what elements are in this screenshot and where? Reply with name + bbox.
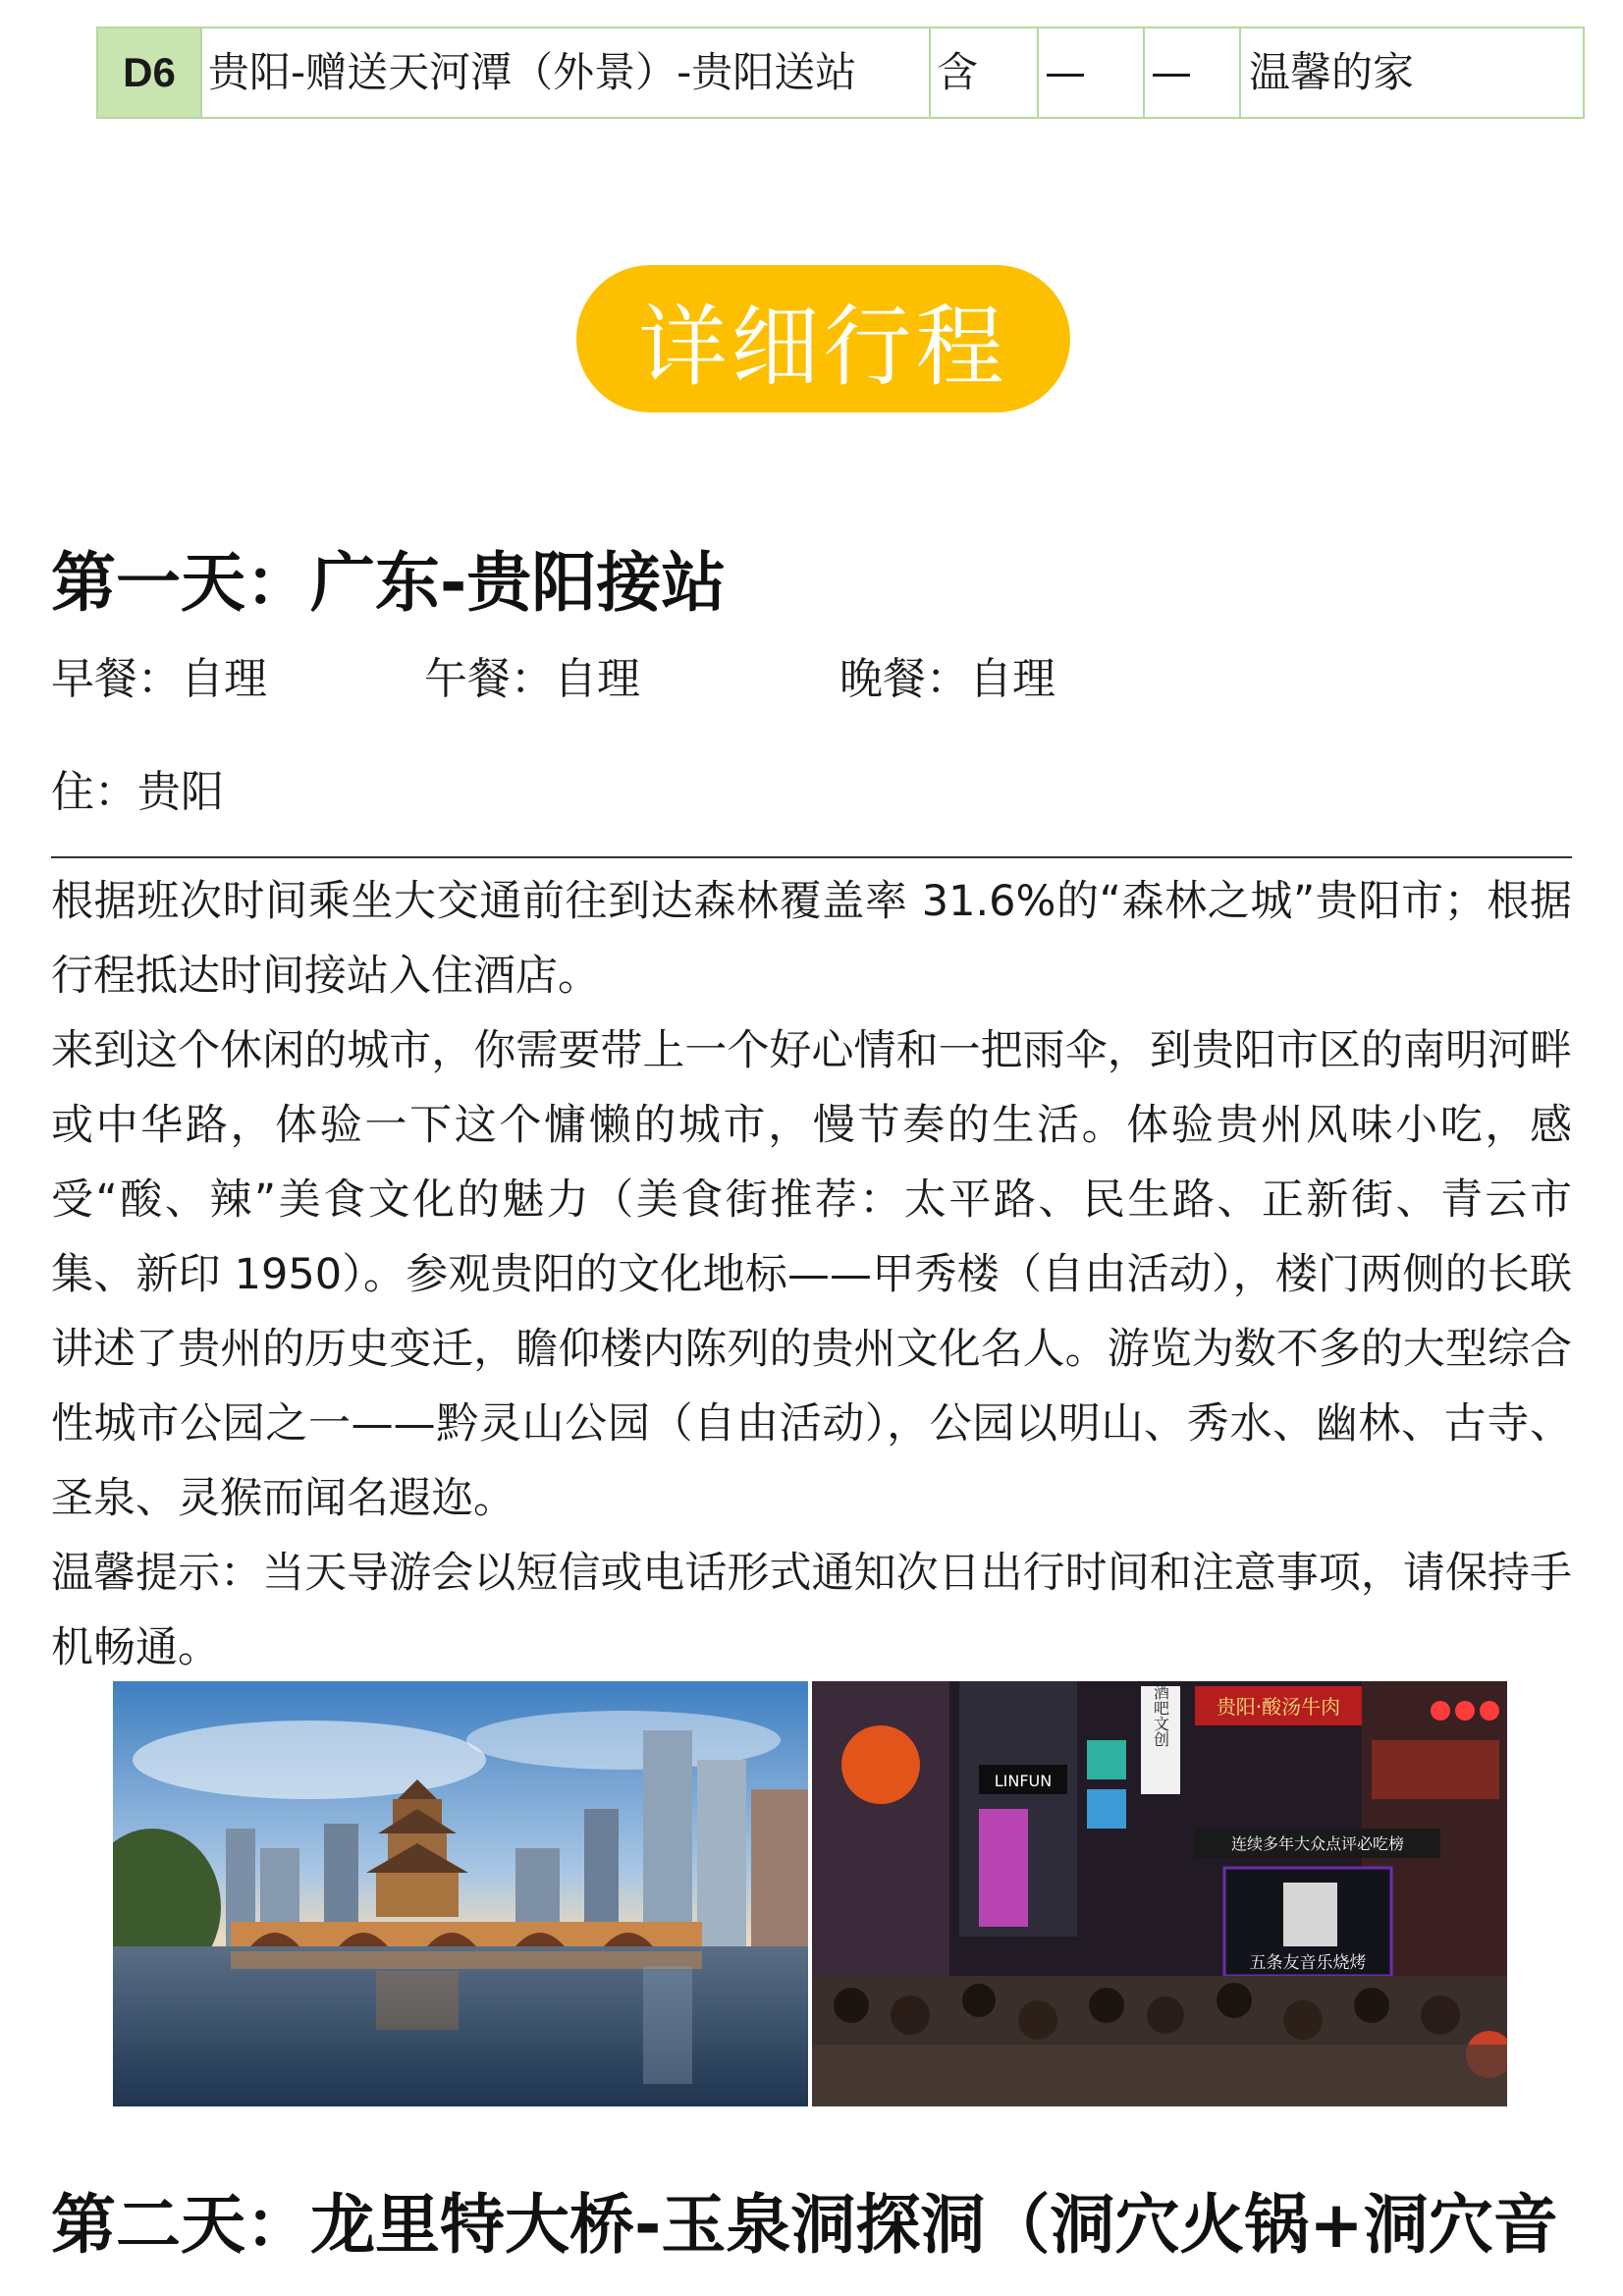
paragraph: 根据班次时间乘坐大交通前往到达森林覆盖率 31.6%的“森林之城”贵阳市；根据行程抵达时间接站入住酒店。 bbox=[51, 877, 1572, 1001]
photo-strip bbox=[113, 1681, 1507, 2106]
meal-cell: 含 bbox=[931, 28, 1039, 117]
paragraph: 温馨提示：当天导游会以短信或电话形式通知次日出行时间和注意事项，请保持手机畅通。 bbox=[51, 1549, 1572, 1672]
sign-text: 五条友音乐烧烤 bbox=[1249, 1953, 1367, 1973]
day-cell: D6 bbox=[98, 28, 202, 117]
day1-description bbox=[51, 864, 1572, 1685]
lunch-label: 午餐：自理 bbox=[424, 654, 640, 704]
sign-text: 贵阳·酸汤牛肉 bbox=[1216, 1695, 1341, 1719]
meal-cell-3: — bbox=[1145, 28, 1241, 117]
day1-meals bbox=[51, 643, 1131, 704]
divider bbox=[51, 856, 1572, 858]
section-heading: 详细行程 bbox=[576, 265, 1070, 412]
breakfast-label: 早餐：自理 bbox=[51, 654, 267, 704]
food-street-photo bbox=[812, 1681, 1507, 2106]
paragraph: 来到这个休闲的城市，你需要带上一个好心情和一把雨伞，到贵阳市区的南明河畔或中华路，体验一下这个慵懒的城市，慢节奏的生活。体验贵州风味小吃，感受“酸、辣”美食文化的魅力（美食街推荐：太平路、民生路、正新街、青云市集、新印 1950）。参观贵阳的文化地标——甲秀楼（自由活动），楼门两侧的长联讲述了贵州的历史变迁，瞻仰楼内陈列的贵州文化名人。游览为数不多的大型综合性城市公园之一——黔灵山公园（自由活动），公园以明山、秀水、幽林、古寺、圣泉、灵猴而闻名遐迩。 bbox=[51, 1026, 1572, 1523]
jiaxiu-tower-photo bbox=[113, 1681, 808, 2106]
route-cell: 贵阳-赠送天河潭（外景）-贵阳送站 bbox=[202, 28, 931, 117]
day2-title: 第二天：龙里特大桥-玉泉洞探洞（洞穴火锅+洞穴音 bbox=[51, 2187, 1558, 2263]
day1-stay: 住：贵阳 bbox=[51, 767, 224, 817]
dinner-label: 晚餐：自理 bbox=[839, 654, 1055, 704]
hotel-cell: 温馨的家 bbox=[1249, 48, 1415, 96]
meal-cell-2: — bbox=[1039, 28, 1145, 117]
day1-title: 第一天：广东-贵阳接站 bbox=[51, 545, 727, 621]
sign-text: 连续多年大众点评必吃榜 bbox=[1230, 1834, 1405, 1853]
sign-text: 酒吧文创 bbox=[1151, 1684, 1170, 1747]
sign-text: LINFUN bbox=[994, 1772, 1053, 1790]
itinerary-table-row bbox=[96, 27, 1585, 119]
